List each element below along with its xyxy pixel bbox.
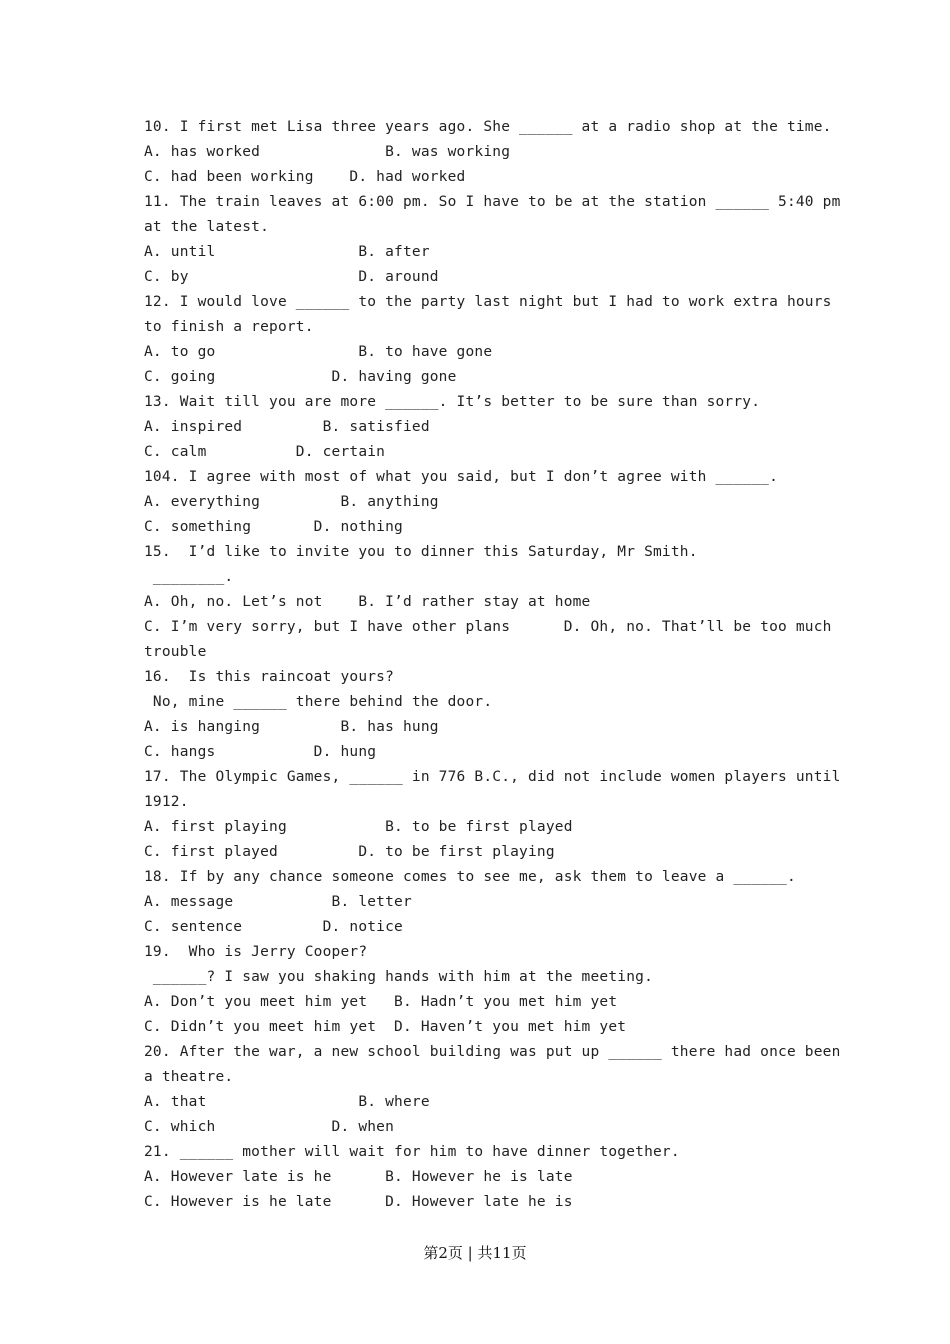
text-line: 12. I would love ______ to the party last night but I had to work extra hours	[144, 294, 832, 310]
text-line: 104. I agree with most of what you said, but I don’t agree with ______.	[144, 469, 779, 485]
text-line: A. message B. letter	[144, 894, 412, 910]
text-line: A. until B. after	[144, 244, 430, 260]
text-line: at the latest.	[144, 219, 270, 235]
text-line: A. to go B. to have gone	[144, 344, 493, 360]
text-line: A. is hanging B. has hung	[144, 719, 439, 735]
text-line: A. Oh, no. Let’s not B. I’d rather stay at home	[144, 594, 591, 610]
text-line: a theatre.	[144, 1069, 234, 1085]
text-line: C. which D. when	[144, 1119, 395, 1135]
text-line: C. I’m very sorry, but I have other plans D. Oh, no. That’ll be too much	[144, 619, 832, 635]
text-line: A. everything B. anything	[144, 494, 439, 510]
text-line: A. that B. where	[144, 1094, 430, 1110]
text-line: 17. The Olympic Games, ______ in 776 B.C., did not include women players until	[144, 769, 841, 785]
text-line: A. first playing B. to be first played	[144, 819, 573, 835]
text-line: C. calm D. certain	[144, 444, 386, 460]
text-line: to finish a report.	[144, 319, 314, 335]
page-footer: 第2页 | 共11页	[423, 1244, 527, 1262]
text-line: 1912.	[144, 794, 189, 810]
text-line: A. inspired B. satisfied	[144, 419, 430, 435]
text-line: No, mine ______ there behind the door.	[144, 694, 493, 710]
text-line: 21. ______ mother will wait for him to have dinner together.	[144, 1144, 680, 1160]
text-line: 13. Wait till you are more ______. It’s better to be sure than sorry.	[144, 394, 761, 410]
text-line: 11. The train leaves at 6:00 pm. So I have to be at the station ______ 5:40 pm	[144, 194, 841, 210]
text-line: C. hangs D. hung	[144, 744, 377, 760]
text-line: 18. If by any chance someone comes to see me, ask them to leave a ______.	[144, 869, 796, 885]
text-line: A. However late is he B. However he is late	[144, 1169, 573, 1185]
text-line: C. had been working D. had worked	[144, 169, 466, 185]
text-line: A. has worked B. was working	[144, 144, 511, 160]
text-line: ______? I saw you shaking hands with him at the meeting.	[144, 969, 653, 985]
text-line: 20. After the war, a new school building was put up ______ there had once been	[144, 1044, 841, 1060]
text-line: 10. I first met Lisa three years ago. She ______ at a radio shop at the time.	[144, 119, 832, 135]
question-text	[144, 115, 841, 1215]
text-line: ________.	[144, 569, 234, 585]
text-line: C. by D. around	[144, 269, 439, 285]
text-line: C. Didn’t you meet him yet D. Haven’t you met him yet	[144, 1019, 627, 1035]
text-line: 16. Is this raincoat yours?	[144, 669, 395, 685]
text-line: C. first played D. to be first playing	[144, 844, 555, 860]
text-line: A. Don’t you meet him yet B. Hadn’t you met him yet	[144, 994, 618, 1010]
text-line: C. something D. nothing	[144, 519, 403, 535]
text-line: 19. Who is Jerry Cooper?	[144, 944, 368, 960]
text-line: C. However is he late D. However late he is	[144, 1194, 573, 1210]
text-line: C. sentence D. notice	[144, 919, 403, 935]
text-line: C. going D. having gone	[144, 369, 457, 385]
text-line: 15. I’d like to invite you to dinner this Saturday, Mr Smith.	[144, 544, 698, 560]
text-line: trouble	[144, 644, 207, 660]
